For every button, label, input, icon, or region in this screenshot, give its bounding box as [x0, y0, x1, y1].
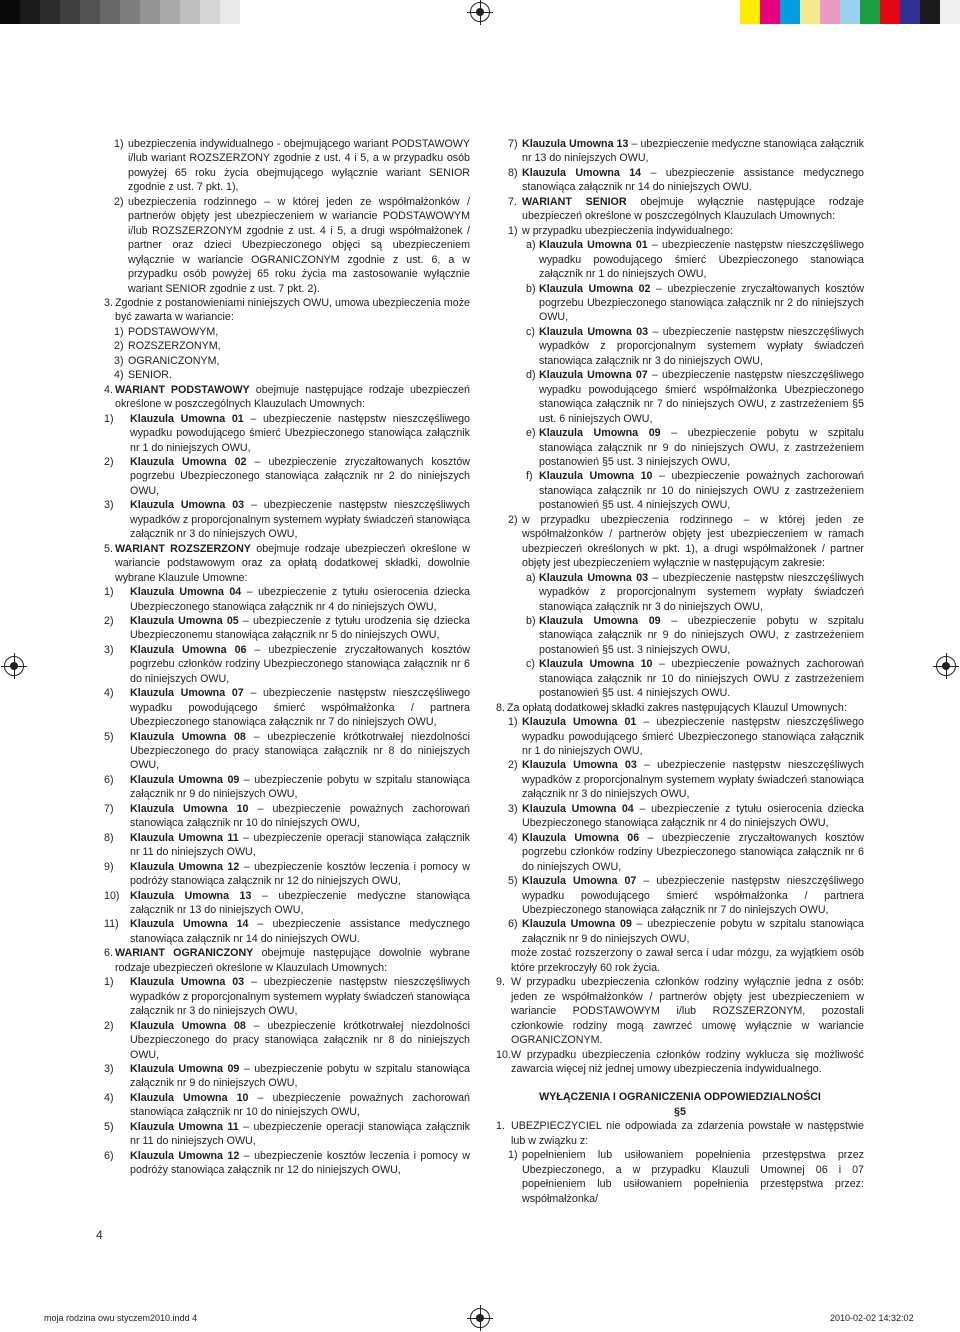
- list-item: 4) SENIOR.: [114, 369, 172, 382]
- list-item: 1. UBEZPIECZYCIEL nie odpowiada za zdarzenia powstałe w następstwie lub w związku z:: [496, 1120, 864, 1147]
- color-swatch: [920, 0, 940, 24]
- color-swatch: [60, 0, 80, 24]
- list-item: a) Klauzula Umowna 03 – ubezpieczenie następstw nieszczęśliwych wypadków z proporcjonalnym systemem wypłaty świadczeń stanowiąca załącznik nr 3 do niniejszych OWU,: [526, 571, 864, 613]
- registration-mark-icon: [4, 656, 24, 676]
- list-item: 2) Klauzula Umowna 03 – ubezpieczenie następstw nieszczęśliwych wypadków z proporcjonalnym systemem wypłaty świadczeń stanowiąca załącznik nr 3 do niniejszych OWU,: [508, 759, 865, 801]
- list-item: 6) Klauzula Umowna 09 – ubezpieczenie pobytu w szpitalu stanowiąca załącznik nr 9 do niniejszych OWU,: [104, 773, 470, 801]
- list-item: 3) Klauzula Umowna 06 – ubezpieczenie zryczałtowanych kosztów pogrzebu członków rodziny Ubezpieczonego stanowiąca załącznik nr 6 do niniejszych OWU,: [104, 643, 470, 685]
- list-item: 2) Klauzula Umowna 02 – ubezpieczenie zryczałtowanych kosztów pogrzebu Ubezpieczonego stanowiąca załącznik nr 2 do niniejszych OWU,: [104, 455, 470, 497]
- list-item: 4) Klauzula Umowna 06 – ubezpieczenie zryczałtowanych kosztów pogrzebu członków rodziny Ubezpieczonego stanowiąca załącznik nr 6 do niniejszych OWU,: [508, 831, 864, 873]
- list-item: może zostać rozszerzony o zawał serca i udar mózgu, za wyjątkiem osób które przekroczyły 60 rok życia.: [511, 947, 864, 974]
- color-swatch: [100, 0, 120, 24]
- list-item: 6) Klauzula Umowna 09 – ubezpieczenie pobytu w szpitalu stanowiąca załącznik nr 9 do niniejszych OWU,: [508, 918, 864, 945]
- color-swatch: [940, 0, 960, 24]
- list-item: 2) Klauzula Umowna 08 – ubezpieczenie krótkotrwałej niezdolności Ubezpieczonego do pracy stanowiąca załącznik nr 8 do niniejszych OWU,: [104, 1019, 470, 1061]
- color-swatch: [900, 0, 920, 24]
- list-item: 1) ubezpieczenia indywidualnego - obejmującego wariant PODSTAWOWY i/lub wariant ROZSZERZONY zgodnie z ust. 4 i 5, a w przypadku osób powyżej 65 roku życia obejmującego wyłącznie wariant SENIOR zgodnie z ust. 7 pkt. 1),: [114, 138, 470, 194]
- color-swatch: [20, 0, 40, 24]
- list-item: 1) popełnieniem lub usiłowaniem popełnienia przestępstwa przez Ubezpieczonego, a w przypadku Klauzuli Umownej 06 i 07 popełnieniem lub usiłowaniem popełnienia przestępstwa przez: współmałżonka/: [508, 1149, 864, 1205]
- list-item: 4) Klauzula Umowna 10 – ubezpieczenie poważnych zachorowań stanowiąca załącznik nr 10 do niniejszych OWU,: [104, 1091, 470, 1119]
- list-item: 5) Klauzula Umowna 08 – ubezpieczenie krótkotrwałej niezdolności Ubezpieczonego do pracy stanowiąca załącznik nr 8 do niniejszych OWU,: [104, 730, 470, 772]
- list-item: 3) OGRANICZONYM,: [114, 354, 220, 367]
- footer-timestamp: 2010-02-02 14:32:02: [830, 1313, 914, 1323]
- color-swatch: [780, 0, 800, 24]
- list-item: 3) Klauzula Umowna 04 – ubezpieczenie z tytułu osierocenia dziecka Ubezpieczonego stanowiąca załącznik nr 4 do niniejszych OWU,: [508, 802, 864, 830]
- list-item: 1) Klauzula Umowna 03 – ubezpieczenie następstw nieszczęśliwych wypadków z proporcjonalnym systemem wypłaty świadczeń stanowiąca załącznik nr 3 do niniejszych OWU,: [104, 976, 470, 1018]
- list-item: 1) Klauzula Umowna 01 – ubezpieczenie następstw nieszczęśliwego wypadku powodującego śmierć Ubezpieczonego stanowiąca załącznik nr 1 do niniejszych OWU,: [508, 716, 864, 758]
- list-item: 1) Klauzula Umowna 01 – ubezpieczenie następstw nieszczęśliwego wypadku powodującego śmierć Ubezpieczonego stanowiąca załącznik nr 1 do niniejszych OWU,: [104, 412, 470, 454]
- page-number: 4: [96, 1228, 103, 1242]
- color-calibration-bar-right: [740, 0, 960, 24]
- list-item: 3. Zgodnie z postanowieniami niniejszych OWU, umowa ubezpieczenia może być zawarta w wariancie:: [104, 296, 470, 324]
- list-item: b) Klauzula Umowna 02 – ubezpieczenie zryczałtowanych kosztów pogrzebu Ubezpieczonego stanowiąca załącznik nr 2 do niniejszych OWU,: [526, 282, 864, 324]
- left-text-column: [104, 137, 470, 1178]
- list-item: 5. WARIANT ROZSZERZONY obejmuje rodzaje ubezpieczeń określone w wariancie podstawowym oraz za opłatą dodatkowej składki, dowolnie wybrane Klauzule Umowne:: [104, 542, 470, 584]
- list-item: 9. W przypadku ubezpieczenia członków rodziny wyłącznie jedna z osób: jeden ze współmałżonków / partnerów objęty jest ubezpieczeniem w wariancie PODSTAWOWYM i/lub ROZSZERZONYM, pozostali członkowie rodziny mogą zawrzeć umowę wyłącznie w wariancie OGRANICZONYM.: [496, 976, 864, 1047]
- list-item: a) Klauzula Umowna 01 – ubezpieczenie następstw nieszczęśliwego wypadku powodującego śmierć Ubezpieczonego stanowiąca załącznik nr 1 do niniejszych OWU,: [526, 239, 864, 281]
- color-swatch: [820, 0, 840, 24]
- list-item: 8. Za opłatą dodatkowej składki zakres następujących Klauzul Umownych:: [496, 701, 847, 714]
- list-item: 2) w przypadku ubezpieczenia rodzinnego – w której jeden ze współmałżonków / partnerów objęty jest ubezpieczeniem w ramach ubezpieczeń określonych w pkt. 1), a drugi współmałżonek / partner objęty jest ubezpieczeniem wyłącznie w następującym zakresie:: [508, 513, 864, 570]
- color-swatch: [880, 0, 900, 24]
- list-item: d) Klauzula Umowna 07 – ubezpieczenie następstw nieszczęśliwego wypadku powodującego śmierć współmałżonka Ubezpieczonego stanowiąca załącznik nr 7 do niniejszych OWU, z zastrzeżeniem §5 ust. 6 niniejszych OWU,: [526, 369, 864, 425]
- list-item: 11) Klauzula Umowna 14 – ubezpieczenie assistance medycznego stanowiąca załącznik nr 14 do niniejszych OWU.: [104, 918, 470, 945]
- list-item: 10. W przypadku ubezpieczenia członków rodziny wyklucza się możliwość zawarcia więcej niż jednej umowy ubezpieczenia indywidualnego.: [496, 1048, 864, 1075]
- list-item: 10) Klauzula Umowna 13 – ubezpieczenie medyczne stanowiąca załącznik nr 13 do niniejszych OWU,: [104, 889, 470, 917]
- list-item: 7) Klauzula Umowna 10 – ubezpieczenie poważnych zachorowań stanowiąca załącznik nr 10 do niniejszych OWU,: [104, 802, 470, 830]
- list-item: 8) Klauzula Umowna 11 – ubezpieczenie operacji stanowiąca załącznik nr 11 do niniejszych OWU,: [104, 831, 470, 859]
- list-item: 6. WARIANT OGRANICZONY obejmuje następujące dowolnie wybrane rodzaje ubezpieczeń określone w Klauzulach Umownych:: [104, 947, 470, 974]
- color-calibration-bar-left: [0, 0, 240, 24]
- list-item: 5) Klauzula Umowna 07 – ubezpieczenie następstw nieszczęśliwego wypadku powodującego śmierć współmałżonka / partnera Ubezpieczonego stanowiąca załącznik nr 7 do niniejszych OWU,: [508, 875, 864, 917]
- section-number: §5: [674, 1105, 686, 1118]
- color-swatch: [760, 0, 780, 24]
- color-swatch: [860, 0, 880, 24]
- list-item: 3) Klauzula Umowna 03 – ubezpieczenie następstw nieszczęśliwych wypadków z proporcjonalnym systemem wypłaty świadczeń stanowiąca załącznik nr 3 do niniejszych OWU,: [104, 499, 470, 541]
- registration-mark-icon: [470, 1308, 490, 1328]
- list-item: c) Klauzula Umowna 03 – ubezpieczenie następstw nieszczęśliwych wypadków z proporcjonalnym systemem wypłaty świadczeń stanowiąca załącznik nr 3 do niniejszych OWU,: [526, 325, 864, 367]
- list-item: 3) Klauzula Umowna 09 – ubezpieczenie pobytu w szpitalu stanowiąca załącznik nr 9 do niniejszych OWU,: [104, 1063, 470, 1090]
- color-swatch: [140, 0, 160, 24]
- footer-filename: moja rodzina owu styczem2010.indd 4: [44, 1313, 198, 1323]
- list-item: 1) Klauzula Umowna 04 – ubezpieczenie z tytułu osierocenia dziecka Ubezpieczonego stanowiąca załącznik nr 4 do niniejszych OWU,: [104, 586, 470, 613]
- color-swatch: [800, 0, 820, 24]
- registration-mark-icon: [936, 656, 956, 676]
- color-swatch: [160, 0, 180, 24]
- color-swatch: [180, 0, 200, 24]
- list-item: 4. WARIANT PODSTAWOWY obejmuje następujące rodzaje ubezpieczeń określone w poszczególnych Klauzulach Umownych:: [104, 383, 471, 411]
- list-item: e) Klauzula Umowna 09 – ubezpieczenie pobytu w szpitalu stanowiąca załącznik nr 9 do niniejszych OWU, z zastrzeżeniem postanowień §5 ust. 3 niniejszych OWU,: [526, 427, 865, 468]
- list-item: 1) PODSTAWOWYM,: [114, 325, 219, 338]
- section-heading: WYŁĄCZENIA I OGRANICZENIA ODPOWIEDZIALNOŚCI: [539, 1091, 821, 1104]
- list-item: 1) w przypadku ubezpieczenia indywidualnego:: [508, 224, 733, 237]
- list-item: 7. WARIANT SENIOR obejmuje wyłącznie następujące rodzaje ubezpieczeń określone w poszczególnych Klauzulach Umownych:: [508, 195, 864, 223]
- color-swatch: [220, 0, 240, 24]
- list-item: 2) ubezpieczenia rodzinnego – w której jeden ze współmałżonków / partnerów objęty jest ubezpieczeniem w wariancie PODSTAWOWYM i/lub ROZSZERZONYM zgodnie z ust. 4 i 5, a drugi współmałżonek / partner oraz dzieci Ubezpieczonego objęci są ubezpieczeniem wyłącznie w wariancie OGRANICZONYM zgodnie z ust. 6, a w przypadku osób powyżej 65 roku życia ma zastosowanie wyłącznie wariant SENIOR zgodnie z ust. 7 pkt. 2).: [114, 195, 470, 295]
- list-item: 4) Klauzula Umowna 07 – ubezpieczenie następstw nieszczęśliwego wypadku powodującego śmierć współmałżonka / partnera Ubezpieczonego stanowiąca załącznik nr 7 do niniejszych OWU,: [104, 687, 470, 729]
- list-item: 2) ROZSZERZONYM,: [114, 340, 221, 353]
- list-item: 9) Klauzula Umowna 12 – ubezpieczenie kosztów leczenia i pomocy w podróży stanowiąca załącznik nr 12 do niniejszych OWU,: [104, 860, 470, 888]
- list-item: 8) Klauzula Umowna 14 – ubezpieczenie assistance medycznego stanowiąca załącznik nr 14 do niniejszych OWU.: [508, 166, 864, 194]
- color-swatch: [200, 0, 220, 24]
- color-swatch: [80, 0, 100, 24]
- list-item: 6) Klauzula Umowna 12 – ubezpieczenie kosztów leczenia i pomocy w podróży stanowiąca załącznik nr 12 do niniejszych OWU,: [104, 1149, 470, 1177]
- list-item: 5) Klauzula Umowna 11 – ubezpieczenie operacji stanowiąca załącznik nr 11 do niniejszych OWU,: [104, 1120, 470, 1148]
- color-swatch: [120, 0, 140, 24]
- list-item: c) Klauzula Umowna 10 – ubezpieczenie poważnych zachorowań stanowiąca załącznik nr 10 do niniejszych OWU z zastrzeżeniem postanowień §5 ust. 4 niniejszych OWU.: [526, 658, 864, 700]
- list-item: f) Klauzula Umowna 10 – ubezpieczenie poważnych zachorowań stanowiąca załącznik nr 10 do niniejszych OWU z zastrzeżeniem postanowień §5 ust. 4 niniejszych OWU,: [526, 470, 864, 512]
- color-swatch: [840, 0, 860, 24]
- list-item: 2) Klauzula Umowna 05 – ubezpieczenie z tytułu urodzenia się dziecka Ubezpieczonemu stanowiąca załącznik nr 5 do niniejszych OWU,: [104, 614, 470, 642]
- registration-mark-icon: [470, 2, 490, 22]
- right-text-column: [496, 137, 864, 1206]
- list-item: 7) Klauzula Umowna 13 – ubezpieczenie medyczne stanowiąca załącznik nr 13 do niniejszych OWU,: [508, 138, 864, 165]
- color-swatch: [0, 0, 20, 24]
- list-item: b) Klauzula Umowna 09 – ubezpieczenie pobytu w szpitalu stanowiąca załącznik nr 9 do niniejszych OWU, z zastrzeżeniem postanowień §5 ust. 3 niniejszych OWU,: [526, 614, 865, 656]
- color-swatch: [740, 0, 760, 24]
- color-swatch: [40, 0, 60, 24]
